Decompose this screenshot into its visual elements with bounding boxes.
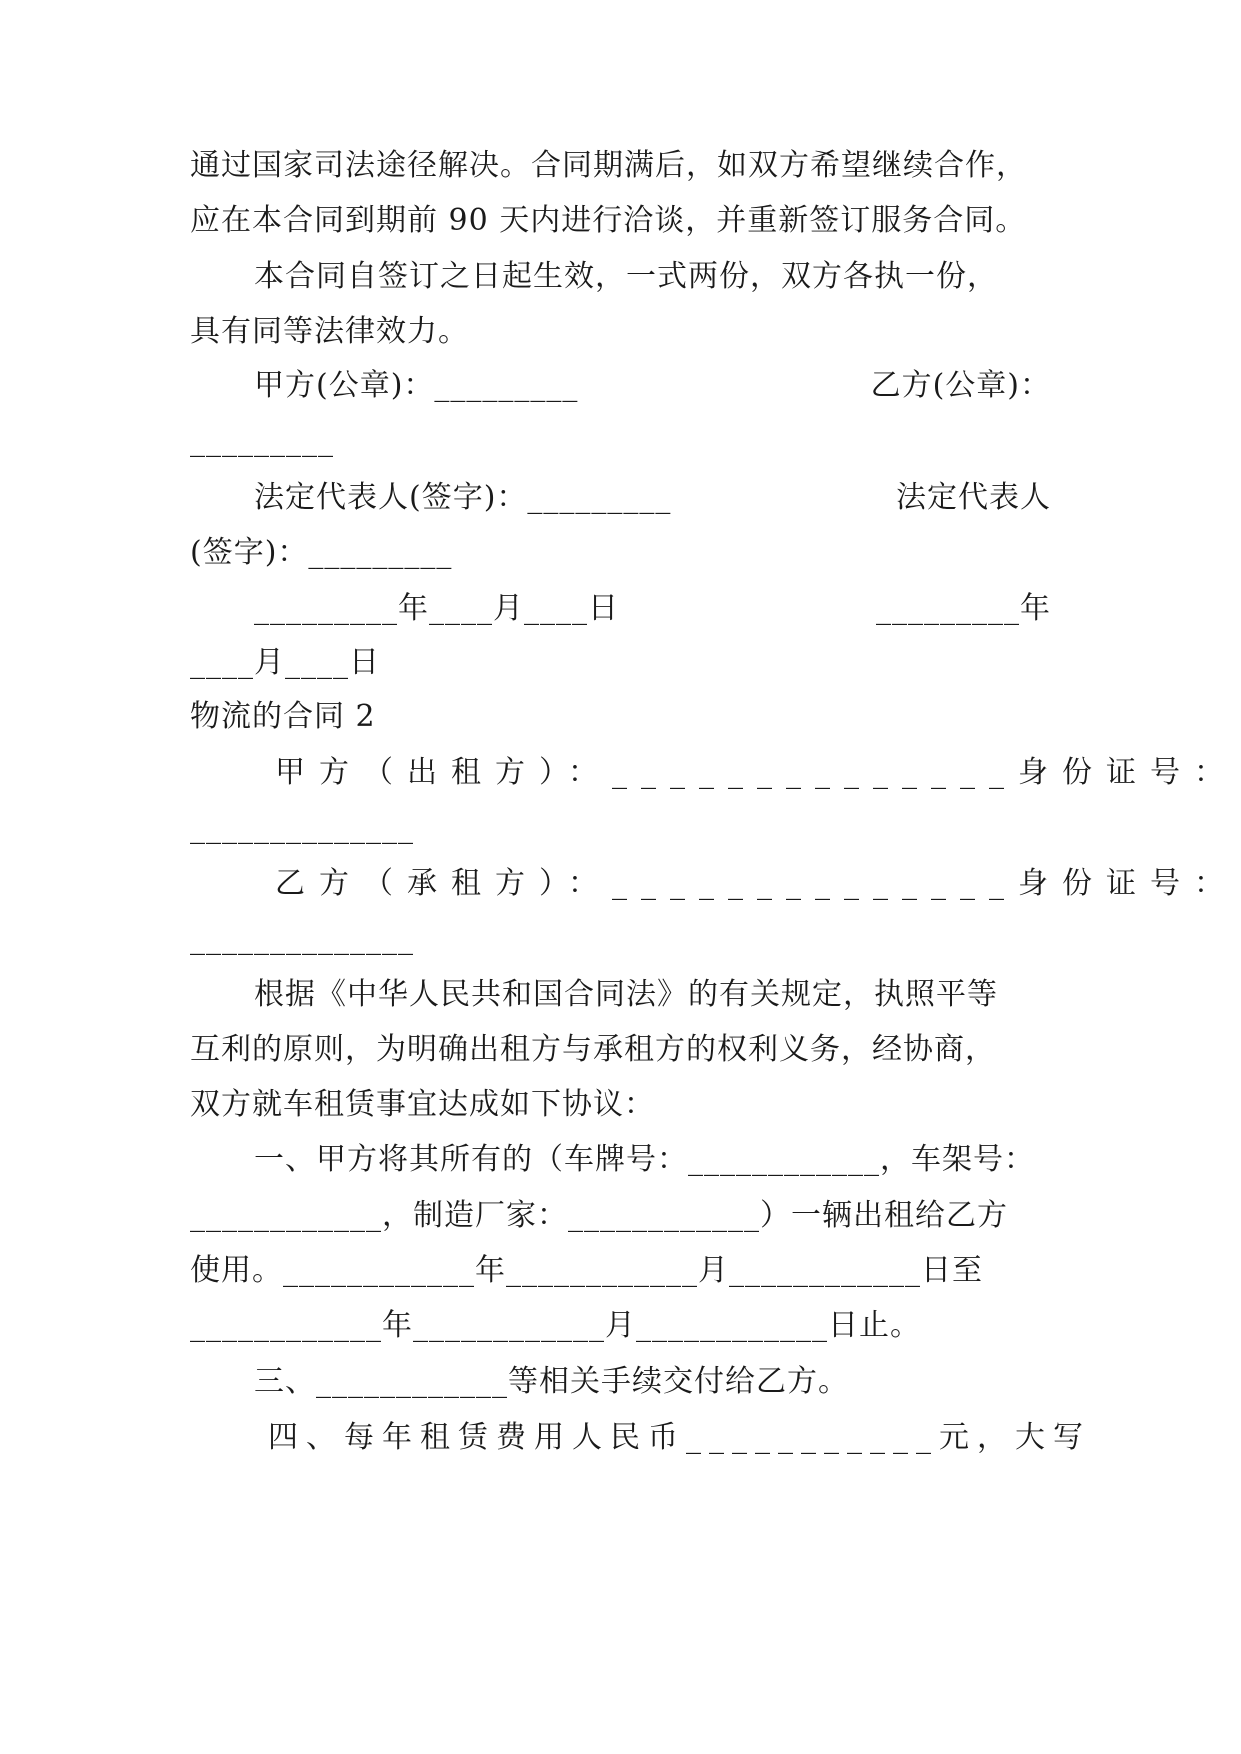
clause-1: 一、甲方将其所有的（车牌号：____________，车架号： [254,1142,1035,1177]
party-a-date: _________年____月____日 [254,591,619,626]
id-number-label: 身份证号： [1018,866,1238,901]
clause-3: 三、____________等相关手续交付给乙方。 [254,1364,849,1399]
party-a-seal-label: 甲方(公章)：_________ [254,368,579,403]
text-line: 根据《中华人民共和国合同法》的有关规定，执照平等 [254,977,998,1012]
lessor-label: 甲方（出租方）：______________ [275,755,1018,790]
blank-line: ______________ [190,810,414,845]
text-line: 通过国家司法途径解决。合同期满后，如双方希望继续合作， [190,148,1027,183]
id-number-label: 身份证号： [1018,755,1238,790]
party-b-seal-label: 乙方(公章)： [870,368,1051,403]
text-line: 使用。____________年____________月____________日至 [190,1253,983,1288]
text-line: ____________年____________月____________日止。 [190,1308,921,1343]
text-line: 本合同自签订之日起生效，一式两份，双方各执一份， [254,259,998,294]
party-b-rep-label: 法定代表人 [896,480,1051,515]
signature-label: (签字)：_________ [190,535,453,570]
lessor-line [275,753,1238,793]
blank-line: _________ [190,423,334,458]
party-a-rep-label: 法定代表人(签字)：_________ [254,480,672,515]
text-line: ____________，制造厂家：____________）一辆出租给乙方 [190,1198,1008,1233]
date-line: ____月____日 [190,645,380,680]
clause-4: 四、每年租赁费用人民币___________元，大写 [268,1420,1091,1455]
text-line: 应在本合同到期前 90 天内进行洽谈，并重新签订服务合同。 [190,203,1027,238]
section-title: 物流的合同 2 [190,699,376,734]
lessee-line [275,864,1238,904]
text-line: 互利的原则，为明确出租方与承租方的权利义务，经协商， [190,1032,996,1067]
party-b-date: _________年 [876,591,1051,626]
lessee-label: 乙方（承租方）：______________ [275,866,1018,901]
blank-line: ______________ [190,921,414,956]
text-line: 具有同等法律效力。 [190,314,469,349]
text-line: 双方就车租赁事宜达成如下协议： [190,1087,655,1122]
